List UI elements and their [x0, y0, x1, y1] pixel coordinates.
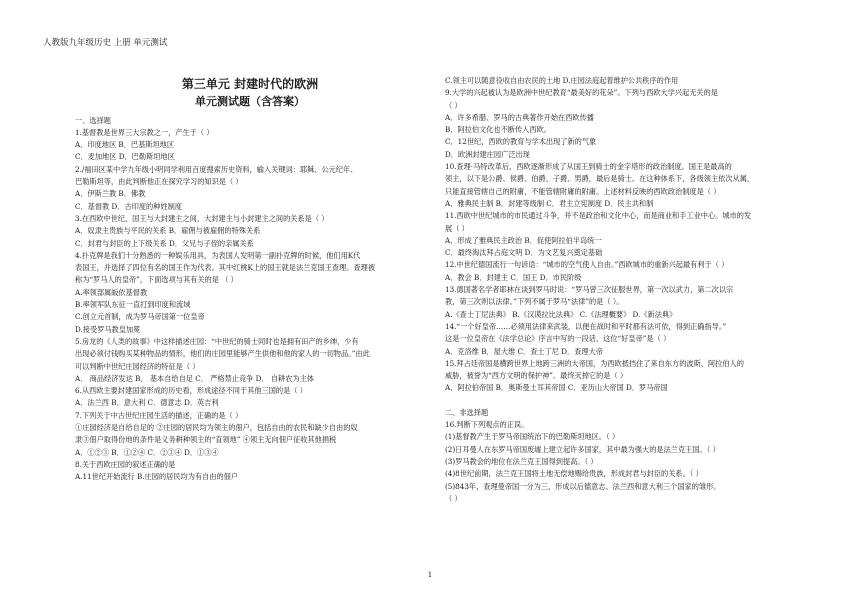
text-line: D．欧洲封建庄园广泛出现: [445, 149, 530, 159]
page-number: 1: [427, 571, 433, 579]
text-line: A．雅典民主制 B．封建等级制 C．君主立宪制度 D．民主共和制: [445, 198, 654, 208]
text-line: (5)843年，查理曼帝国一分为三，形成以后德意志、法兰西和意大利三个国家的雏形。: [445, 481, 721, 491]
text-line: A.11世纪开始流行 B.庄园的居民均为有自由的佃户: [75, 472, 239, 482]
text-line: C．最终淘汰拜占庭文明 D．为文艺复兴奠定基础: [445, 248, 603, 258]
text-line: （ ）: [445, 100, 462, 110]
text-line: A.《查士丁尼法典》 B.《汉谟拉比法典》 C.《法理概要》 D.《新法典》: [445, 309, 677, 319]
text-line: A．教会 B．封建主 C．国王 D．市民阶级: [445, 272, 582, 282]
right-column: [445, 75, 805, 505]
text-line: 15.拜占廷帝国是横跨世界上地跨三洲的大帝国，为西欧抵挡住了来自东方的波斯、阿拉伯人的: [445, 358, 744, 368]
text-line: A.率领部属皈依基督教: [75, 287, 148, 297]
text-line: 教，第三次则以法律。”下列不属于罗马“法律”的是（ ）。: [445, 297, 624, 307]
text-line: 只能直接管辖自己的附庸，不能管辖附庸的附庸。上述材料反映的西欧政治制度是（ ）: [445, 186, 721, 196]
text-line: 10.查理·马特改革后，西欧逐渐形成了从国王到骑士的金字塔形的政治制度。国王是最高的: [445, 162, 732, 172]
text-line: 表国王，并选择了四位有名的国王作为代表。其中红桃K上的国王就是法兰克国王查理。查理被: [75, 263, 376, 273]
text-line: (3)罗马教会的地位在法兰克王国得到提高。（ ）: [445, 456, 598, 466]
text-line: 13.德国著名学者耶林在谈到罗马时说：“罗马曾三次征服世界，第一次以武力，第二次以宗: [445, 285, 734, 295]
text-line: 威胁，被誉为“西方文明的保护神”。最终灭掉它的是（ ）: [445, 371, 628, 381]
text-line: 12.中世纪德国流行一句谚语：“城市的空气使人自由。”西欧城市的重新兴起最有利于（ ）: [445, 260, 729, 270]
text-line: 巴勒斯坦等，由此判断他正在探究学习的知识是（ ）: [75, 177, 243, 187]
text-line: 16.判断下列观点的正误。: [445, 420, 529, 430]
text-line: 9.大学的兴起被认为是欧洲中世纪教育“最美好的花朵”。下列与西欧大学兴起无关的是: [445, 88, 718, 98]
text-line: 7.下列关于中古世纪庄园生活的描述，正确的是（ ）: [75, 410, 243, 420]
text-line: 6.从西欧主要封建国家形成的历史看，形成途径不同于其他三国的是（ ）: [75, 386, 307, 396]
text-line: 一、选择题: [75, 115, 111, 125]
text-line: B.率领军队东征一直打到印度和流域: [75, 300, 191, 310]
text-line: (4)8世纪前期，法兰克王国将土地无偿地赐给贵族，形成封君与封臣的关系。（ ）: [445, 469, 703, 479]
text-line: A．克洛维 B．屋大维 C．查士丁尼 D．查理大帝: [445, 346, 603, 356]
text-line: [445, 395, 805, 407]
text-line: C．封君与封臣的上下级关系 D．父兄与子侄的亲属关系: [75, 238, 254, 248]
text-line: 隶③佃户取得份地的条件是义务耕种领主的“直领地” ④领主无向佃户征收其他捐税: [75, 435, 337, 445]
right-question-list: [445, 75, 805, 505]
text-line: 5.房龙的《人类的故事》中这样描述庄园：“中世纪的骑士同时也是拥有田产的乡绅，少有: [75, 336, 359, 346]
unit-title: 第三单元 封建时代的欧洲: [181, 77, 319, 91]
text-line: A．法兰西 B．意大利 C．德意志 D．英吉利: [75, 398, 219, 408]
text-line: A．许多希腊、罗马的古典著作开始在西欧传播: [445, 112, 594, 122]
text-line: ①庄园经济是自给自足的 ②庄园的居民均为领主的佃户，包括自由的农民和缺少自由的奴: [75, 423, 358, 433]
text-line: (2)日耳曼人在东罗马帝国废墟上建立起许多国家，其中最为强大的是法兰克王国。（ ）: [445, 444, 720, 454]
text-line: A．印度地区 B．巴基斯坦地区: [75, 140, 175, 150]
text-line: 8.关于西欧庄园的叙述正确的是: [75, 459, 176, 469]
text-line: 称为“罗马人的皇帝”，下面选项与其有关的是 （ ）: [75, 275, 238, 285]
text-line: C．麦加地区 D．巴勒斯坦地区: [75, 152, 175, 162]
text-line: 14.“一个好皇帝……必须用法律来武装，以便在战时和平时都有法可依，得到正确指导。”: [445, 321, 727, 331]
text-line: 出现必须付钱购买某种物品的情形，他们的庄园里能够产生供他和他的家人的一切物品。”由此: [75, 349, 370, 359]
text-line: B．阿拉伯文化也不断传入西欧。: [445, 125, 551, 135]
text-line: A．形成了雅典民主政治 B．促使阿拉伯半岛统一: [445, 235, 602, 245]
text-line: 这是一位皇帝在《法学总论》序言中写的一段话，这位“好皇帝”是（ ）: [445, 334, 671, 344]
test-subtitle: 单元测试题（含答案）: [195, 95, 305, 109]
text-line: (1)基督教产生于罗马帝国统治下的巴勒斯坦地区。（ ）: [445, 432, 620, 442]
text-line: 展（ ）: [445, 223, 469, 233]
text-line: C.创立元首制，成为罗马帝国第一位皇帝: [75, 312, 205, 322]
text-line: C.领主可以随意役收自由农民的土地 D.庄园法庭起着维护公共秩序的作用: [445, 76, 679, 85]
text-line: A．阿拉伯帝国 B．奥斯曼土耳其帝国 C．亚历山大帝国 D．罗马帝国: [445, 383, 668, 393]
left-question-list: [75, 115, 425, 484]
text-line: 二、非选择题: [445, 407, 489, 417]
text-line: C．12世纪，西欧的教育与学术出现了新的气象: [445, 137, 597, 147]
text-line: A．伊斯兰教 B．佛教: [75, 189, 146, 199]
text-line: 3.在西欧中世纪，国王与大封建主之间，大封建主与小封建主之间的关系是（ ）: [75, 213, 329, 223]
text-line: 2./福田区某中学九年级小明同学利用百度搜索历史资料，输入关键词：耶稣、公元纪年、: [75, 164, 358, 174]
text-line: 领主，以下是公爵、侯爵、伯爵、子爵、男爵，最后是骑士。在这种体系下，各级领主依次从属，: [445, 174, 755, 184]
left-column: [75, 75, 425, 484]
text-line: 11.西欧中世纪城市的市民通过斗争，并不是政治和文化中心，而是商业和手工业中心。城市的发: [445, 211, 752, 221]
text-line: D.接受罗马教皇加冕: [75, 324, 141, 334]
text-line: 4.扑克牌是我们十分熟悉的一种娱乐用具，为表国人发明第一副扑克牌的时候，他们用K代: [75, 250, 361, 260]
text-line: A．①②③ B．①②④ C．②③④ D．①③④: [75, 447, 219, 457]
page-header: 人教版九年级历史 上册 单元测试: [43, 38, 168, 48]
text-line: A．奴隶主贵族与平民的关系 B．雇佣与被雇佣的特殊关系: [75, 226, 261, 236]
text-line: （ ）: [445, 493, 462, 503]
text-line: 1.基督教是世界三大宗教之一，产生于（ ）: [75, 127, 214, 137]
text-line: C．基督教 D．古印度的种姓制度: [75, 201, 182, 211]
text-line: A． 商品经济发达 B． 基本自给自足 C． 严格禁止竞争 D． 自耕农为主体: [75, 373, 314, 383]
text-line: 可以判断中世纪庄园经济的特征是（ ）: [75, 361, 200, 371]
